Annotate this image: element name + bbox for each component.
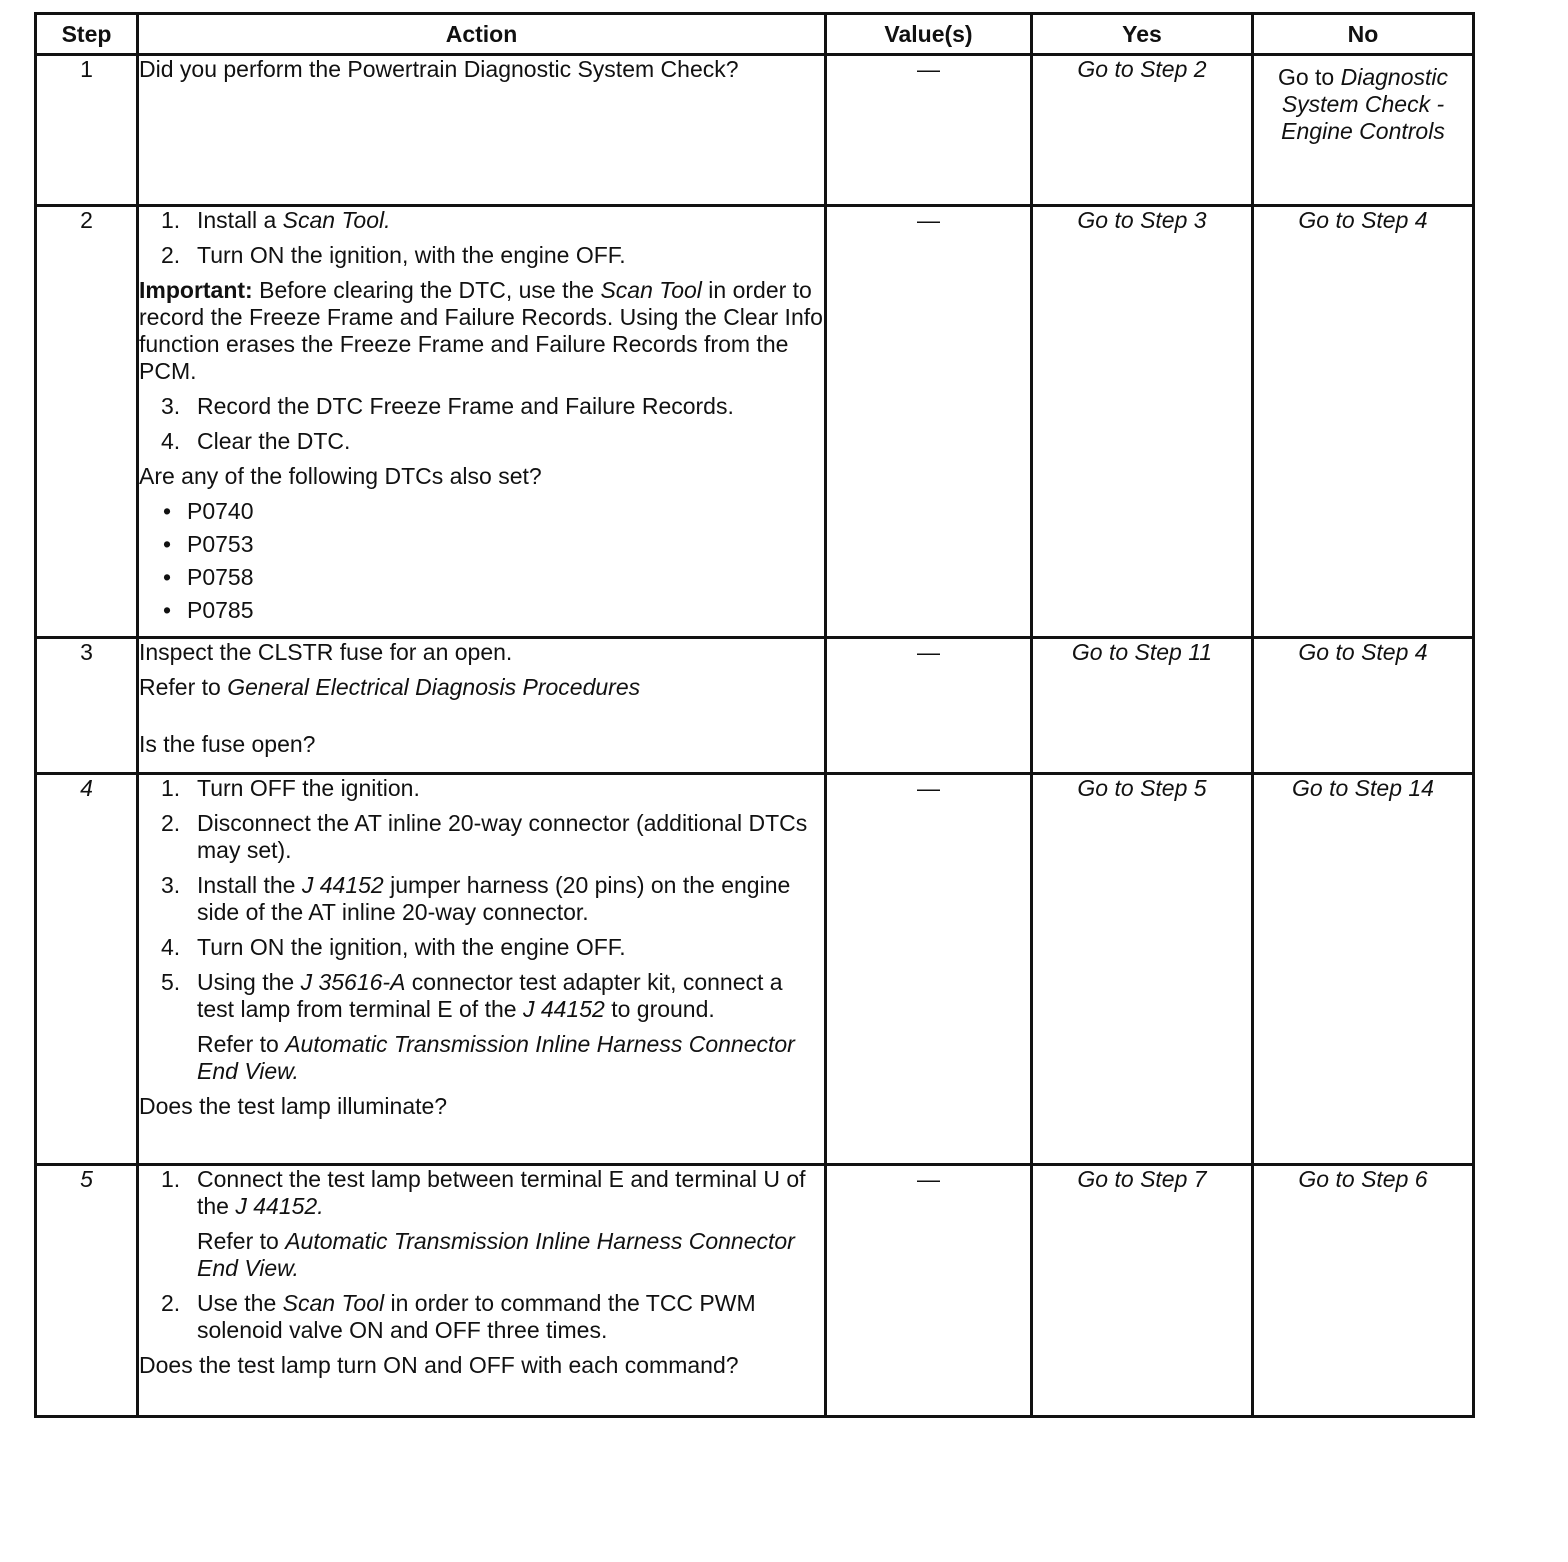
question-text: Does the test lamp turn ON and OFF with each command? <box>139 1352 739 1378</box>
list-item: 2. Disconnect the AT inline 20-way connector (additional DTCs may set). <box>161 810 808 863</box>
no-cell: Go to Step 6 <box>1253 1165 1474 1417</box>
list-item: 5. Using the J 35616-A connector test adapter kit, connect a test lamp from terminal E of the J 44152 to ground. <box>161 969 783 1022</box>
yes-cell: Go to Step 5 <box>1032 774 1253 1165</box>
list-item: 4. Clear the DTC. <box>161 428 351 454</box>
yes-cell: Go to Step 2 <box>1032 55 1253 206</box>
no-link: Diagnostic System Check - Engine Controls <box>1281 64 1449 144</box>
action-cell <box>138 774 826 1165</box>
value-cell: — <box>826 55 1032 206</box>
action-cell <box>138 55 826 206</box>
list-item: 4. Turn ON the ignition, with the engine OFF. <box>161 934 626 960</box>
no-cell <box>1253 55 1474 206</box>
header-no: No <box>1253 14 1474 55</box>
yes-cell: Go to Step 3 <box>1032 206 1253 638</box>
yes-cell: Go to Step 7 <box>1032 1165 1253 1417</box>
no-cell: Go to Step 4 <box>1253 638 1474 774</box>
no-cell: Go to Step 4 <box>1253 206 1474 638</box>
step-number: 2 <box>36 206 138 638</box>
header-action: Action <box>138 14 826 55</box>
table-row <box>36 774 1474 1165</box>
list-item: 3. Record the DTC Freeze Frame and Failure Records. <box>161 393 734 419</box>
yes-cell: Go to Step 11 <box>1032 638 1253 774</box>
value-cell: — <box>826 774 1032 1165</box>
list-item: 3. Install the J 44152 jumper harness (20 pins) on the engine side of the AT inline 20-way connector. <box>161 872 791 925</box>
header-row <box>36 14 1474 55</box>
table-row <box>36 55 1474 206</box>
no-text: Go to <box>1277 64 1341 90</box>
step-number: 4 <box>36 774 138 1165</box>
list-item: 1. Connect the test lamp between terminal E and terminal U of the J 44152. <box>161 1166 806 1219</box>
step-number: 3 <box>36 638 138 774</box>
table-row <box>36 206 1474 638</box>
action-cell <box>138 638 826 774</box>
reference-text: Refer to Automatic Transmission Inline Harness Connector End View. <box>197 1031 795 1084</box>
dtc-item: • P0785 <box>163 597 254 623</box>
table-row <box>36 1165 1474 1417</box>
list-item: 2. Use the Scan Tool in order to command the TCC PWM solenoid valve ON and OFF three times. <box>161 1290 756 1343</box>
dtc-item: • P0753 <box>163 531 254 557</box>
value-cell: — <box>826 1165 1032 1417</box>
value-cell: — <box>826 206 1032 638</box>
value-cell: — <box>826 638 1032 774</box>
action-text: Inspect the CLSTR fuse for an open. <box>139 639 513 665</box>
dtc-item: • P0740 <box>163 498 254 524</box>
diagnostic-table <box>34 12 1475 1418</box>
no-cell: Go to Step 14 <box>1253 774 1474 1165</box>
header-step: Step <box>36 14 138 55</box>
action-cell <box>138 1165 826 1417</box>
list-item: 2. Turn ON the ignition, with the engine OFF. <box>161 242 626 268</box>
question-text: Are any of the following DTCs also set? <box>139 463 542 489</box>
list-item: 1. Turn OFF the ignition. <box>161 775 420 801</box>
reference-text: Refer to General Electrical Diagnosis Procedures <box>139 674 641 700</box>
step-number: 1 <box>36 55 138 206</box>
dtc-item: • P0758 <box>163 564 254 590</box>
question-text: Is the fuse open? <box>139 731 316 757</box>
important-note: Important: Before clearing the DTC, use the Scan Tool in order to record the Freeze Frame and Failure Records. Using the Clear Info function erases the Freeze Frame and Failure Records from the PCM. <box>139 277 823 384</box>
list-item: 1. Install a Scan Tool. <box>161 207 391 233</box>
action-cell <box>138 206 826 638</box>
reference-text: Refer to Automatic Transmission Inline Harness Connector End View. <box>197 1228 795 1281</box>
action-text: Did you perform the Powertrain Diagnostic System Check? <box>139 56 739 82</box>
header-yes: Yes <box>1032 14 1253 55</box>
step-number: 5 <box>36 1165 138 1417</box>
question-text: Does the test lamp illuminate? <box>139 1093 448 1119</box>
table-row <box>36 638 1474 774</box>
header-values: Value(s) <box>826 14 1032 55</box>
